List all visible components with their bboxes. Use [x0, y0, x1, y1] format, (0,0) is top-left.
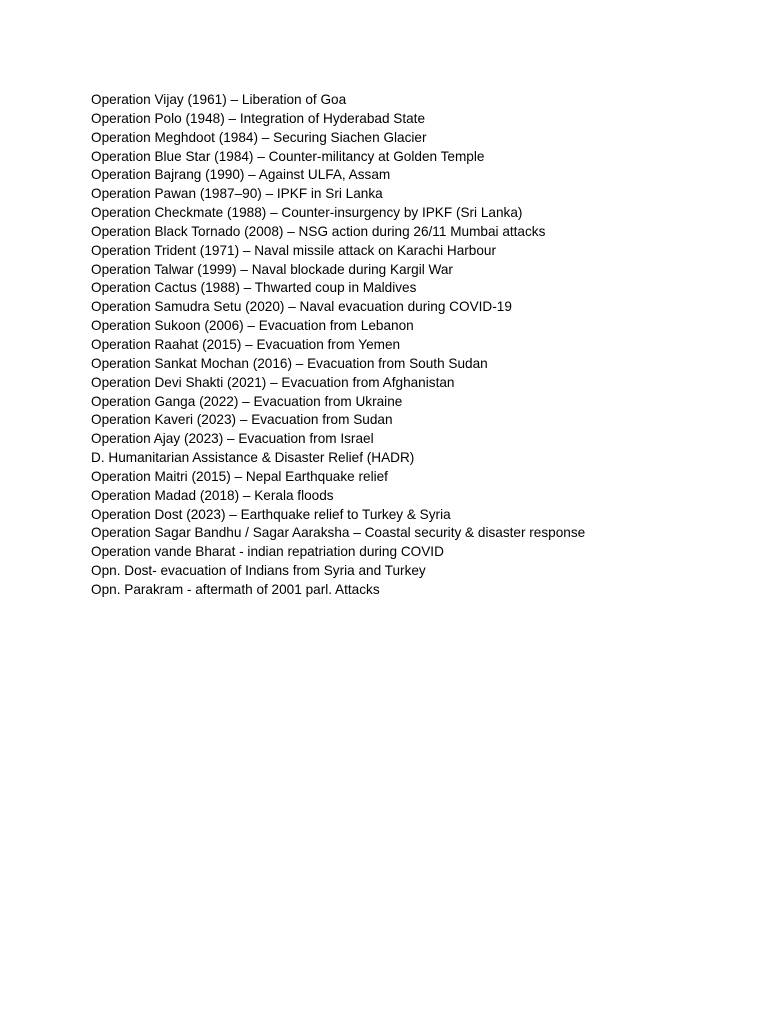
list-item: Operation Devi Shakti (2021) – Evacuation from Afghanistan	[91, 374, 455, 390]
list-item: Operation Ganga (2022) – Evacuation from Ukraine	[91, 393, 403, 409]
list-item: Operation Bajrang (1990) – Against ULFA, Assam	[91, 167, 391, 183]
list-item: Operation Blue Star (1984) – Counter-militancy at Golden Temple	[91, 148, 485, 164]
list-item: Operation Dost (2023) – Earthquake relief to Turkey & Syria	[91, 506, 451, 522]
list-item: Operation Polo (1948) – Integration of Hyderabad State	[91, 110, 426, 126]
list-item: Operation Meghdoot (1984) – Securing Siachen Glacier	[91, 129, 427, 145]
list-item: Opn. Dost- evacuation of Indians from Syria and Turkey	[91, 563, 426, 579]
list-item: Operation Sankat Mochan (2016) – Evacuation from South Sudan	[91, 355, 488, 371]
list-item: Operation Pawan (1987–90) – IPKF in Sri Lanka	[91, 186, 383, 202]
list-item: Operation Checkmate (1988) – Counter-insurgency by IPKF (Sri Lanka)	[91, 205, 523, 221]
list-item: Operation vande Bharat - indian repatriation during COVID	[91, 544, 444, 560]
list-item: Opn. Parakram - aftermath of 2001 parl. Attacks	[91, 581, 380, 597]
list-item: Operation Trident (1971) – Naval missile attack on Karachi Harbour	[91, 242, 496, 258]
list-item: Operation Vijay (1961) – Liberation of Goa	[91, 92, 347, 107]
list-item: Operation Black Tornado (2008) – NSG action during 26/11 Mumbai attacks	[91, 223, 546, 239]
list-item: Operation Raahat (2015) – Evacuation from Yemen	[91, 336, 401, 352]
list-item: Operation Madad (2018) – Kerala floods	[91, 487, 334, 503]
list-item: Operation Samudra Setu (2020) – Naval evacuation during COVID-19	[91, 299, 512, 315]
list-item: Operation Cactus (1988) – Thwarted coup in Maldives	[91, 280, 417, 296]
list-item: Operation Talwar (1999) – Naval blockade during Kargil War	[91, 261, 453, 277]
list-item: Operation Ajay (2023) – Evacuation from Israel	[91, 431, 374, 447]
operations-list	[91, 91, 751, 600]
list-item: Operation Kaveri (2023) – Evacuation from Sudan	[91, 412, 393, 428]
list-item: Operation Maitri (2015) – Nepal Earthquake relief	[91, 468, 388, 484]
list-item: Operation Sagar Bandhu / Sagar Aaraksha – Coastal security & disaster response	[91, 525, 586, 541]
list-item: Operation Sukoon (2006) – Evacuation from Lebanon	[91, 318, 414, 334]
section-heading: D. Humanitarian Assistance & Disaster Relief (HADR)	[91, 450, 415, 466]
